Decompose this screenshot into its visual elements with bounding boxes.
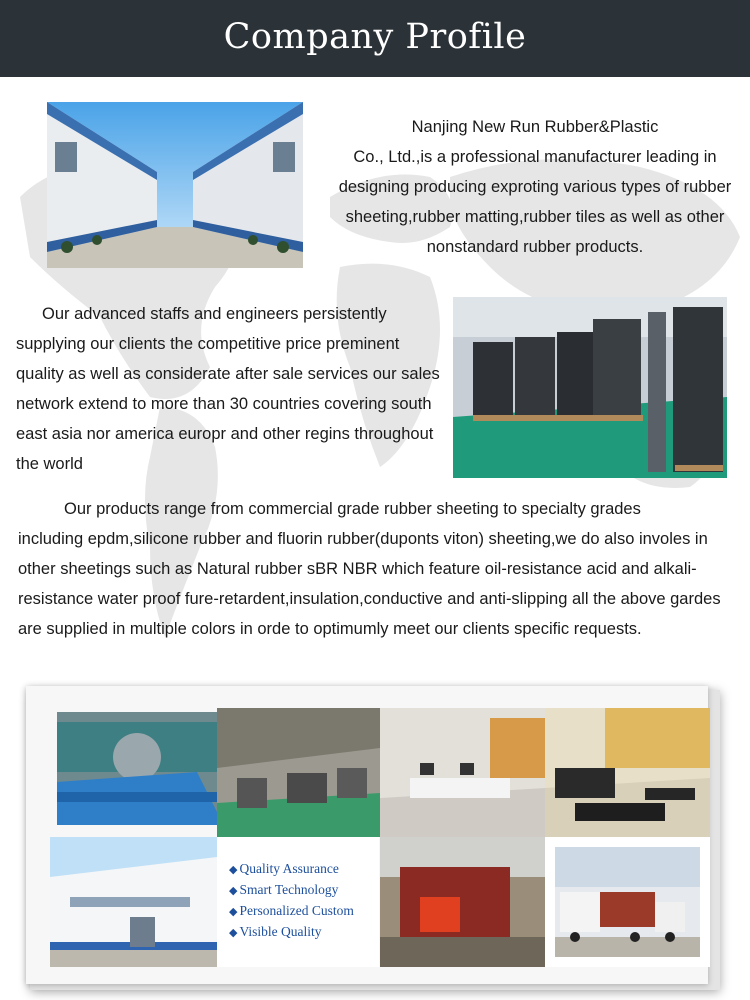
feature-item: ◆ Smart Technology — [229, 882, 339, 897]
staff-rest: supplying our clients the competitive price preminent quality as well as considerate after sale services our sales network extend to more than 30 countries covering south east asia nor america europr and other regins throughout the world — [16, 335, 440, 473]
intro-first-line: Nanjing New Run Rubber&Plastic — [411, 118, 659, 136]
feature-item: ◆ Quality Assurance — [229, 861, 339, 876]
factory-exterior-photo — [47, 102, 303, 268]
container-truck-photo — [545, 837, 710, 967]
products-first-line: Our products range from commercial grade rubber sheeting to specialty grades — [64, 500, 641, 518]
forklift-loading-photo — [380, 837, 545, 967]
rubber-products-photo — [545, 708, 710, 837]
staff-paragraph — [16, 299, 446, 479]
page-title: Company Profile — [223, 17, 527, 57]
diamond-bullet-icon: ◆ — [229, 927, 238, 939]
diamond-bullet-icon: ◆ — [229, 885, 238, 897]
production-workshop-photo — [217, 708, 380, 837]
factory-building-photo — [50, 837, 217, 967]
warehouse-rubber-rolls-photo — [453, 297, 727, 478]
intro-rest: Co., Ltd.,is a professional manufacturer leading in designing producing exproting various types of rubber sheeting,rubber matting,rubber tiles as well as other nonstandard rubber products. — [338, 148, 732, 256]
header-banner — [0, 0, 750, 77]
diamond-bullet-icon: ◆ — [229, 906, 238, 918]
diamond-bullet-icon: ◆ — [229, 864, 238, 876]
calender-machine-photo — [57, 712, 217, 825]
feature-list — [217, 837, 379, 967]
feature-item: ◆ Personalized Custom — [229, 903, 354, 918]
office-photo — [380, 708, 545, 837]
staff-first-line: Our advanced staffs and engineers persistently — [42, 305, 387, 323]
products-rest: including epdm,silicone rubber and fluorin rubber(duponts viton) sheeting,we do also involes in other sheetings such as Natural rubber sBR NBR which feature oil-resistance acid and alkali-resistance water proof fure-retardent,insulation,conductive and anti-slipping all the above gardes are supplied in multiple colors in orde to optimumly meet our clients specific requests. — [18, 530, 721, 638]
intro-paragraph — [335, 112, 735, 262]
feature-item: ◆ Visible Quality — [229, 924, 322, 939]
products-paragraph — [18, 494, 746, 644]
